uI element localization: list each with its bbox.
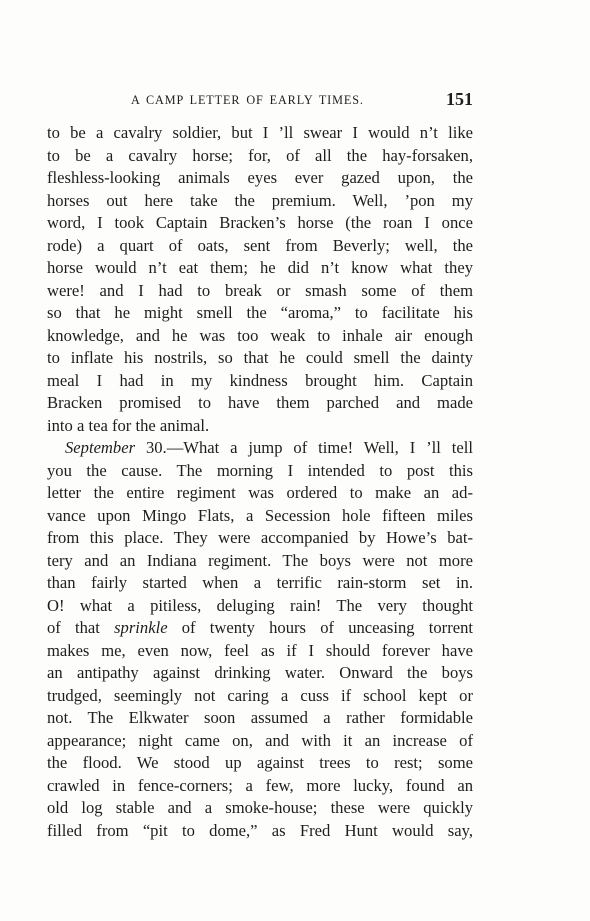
text-line: word, I took Captain Bracken’s horse (the roan I once	[47, 213, 473, 232]
text-line: horses out here take the premium. Well, ’pon my	[47, 190, 473, 210]
italic-word: sprinkle	[114, 618, 168, 637]
text-line: from this place. They were accompanied by Howe’s bat-	[47, 528, 473, 547]
text-line: vance upon Mingo Flats, a Secession hole fifteen miles	[47, 505, 473, 525]
paragraph-opening-line	[47, 437, 473, 460]
text-line: horse would n’t eat them; he did n’t know what they	[47, 258, 473, 277]
text-line: knowledge, and he was too weak to inhale air enough	[47, 325, 473, 345]
text-line: makes me, even now, feel as if I should forever have	[47, 640, 473, 660]
date-label: September	[65, 438, 136, 457]
text-line: not. The Elkwater soon assumed a rather formidable	[47, 708, 473, 727]
running-title: A CAMP LETTER OF EARLY TIMES.	[131, 93, 364, 107]
text-line: crawled in fence-corners; a few, more lucky, found an	[47, 775, 473, 795]
text-line: tery and an Indiana regiment. The boys were not more	[47, 550, 473, 570]
text-fragment: of twenty hours of unceasing torrent	[167, 618, 473, 637]
body-text	[47, 122, 473, 842]
text-line: letter the entire regiment was ordered to make an ad-	[47, 483, 473, 502]
text-line: appearance; night came on, and with it an increase of	[47, 730, 473, 750]
page-number: 151	[446, 89, 473, 109]
text-line: rode) a quart of oats, sent from Beverly; well, the	[47, 235, 473, 255]
text-line: fleshless-looking animals eyes ever gazed upon, the	[47, 168, 473, 187]
text-line: meal I had in my kindness brought him. Captain	[47, 370, 473, 390]
text-line: an antipathy against drinking water. Onward the boys	[47, 663, 473, 682]
text-line: Bracken promised to have them parched and made	[47, 393, 473, 412]
text-line-with-italic	[47, 617, 473, 640]
running-head	[47, 89, 473, 113]
text-line: the flood. We stood up against trees to rest; some	[47, 753, 473, 772]
text-line: O! what a pitiless, deluging rain! The very thought	[47, 595, 473, 615]
text-line: were! and I had to break or smash some of them	[47, 280, 473, 300]
text-line: to be a cavalry horse; for, of all the hay-forsaken,	[47, 145, 473, 165]
text-line: to be a cavalry soldier, but I ’ll swear I would n’t like	[47, 123, 473, 142]
text-fragment: of that	[47, 618, 115, 637]
text-line: you the cause. The morning I intended to post this	[47, 460, 473, 480]
text-fragment: 30.—What a jump of time! Well, I ’ll tell	[135, 438, 473, 457]
text-line: than fairly started when a terrific rain-storm set in.	[47, 573, 473, 592]
text-line: to inflate his nostrils, so that he could smell the dainty	[47, 348, 473, 367]
text-line: filled from “pit to dome,” as Fred Hunt would say,	[47, 820, 473, 840]
text-line: trudged, seemingly not caring a cuss if school kept or	[47, 685, 473, 705]
text-line: so that he might smell the “aroma,” to facilitate his	[47, 303, 473, 322]
text-line: old log stable and a smoke-house; these were quickly	[47, 798, 473, 817]
text-line: into a tea for the animal.	[47, 415, 210, 435]
